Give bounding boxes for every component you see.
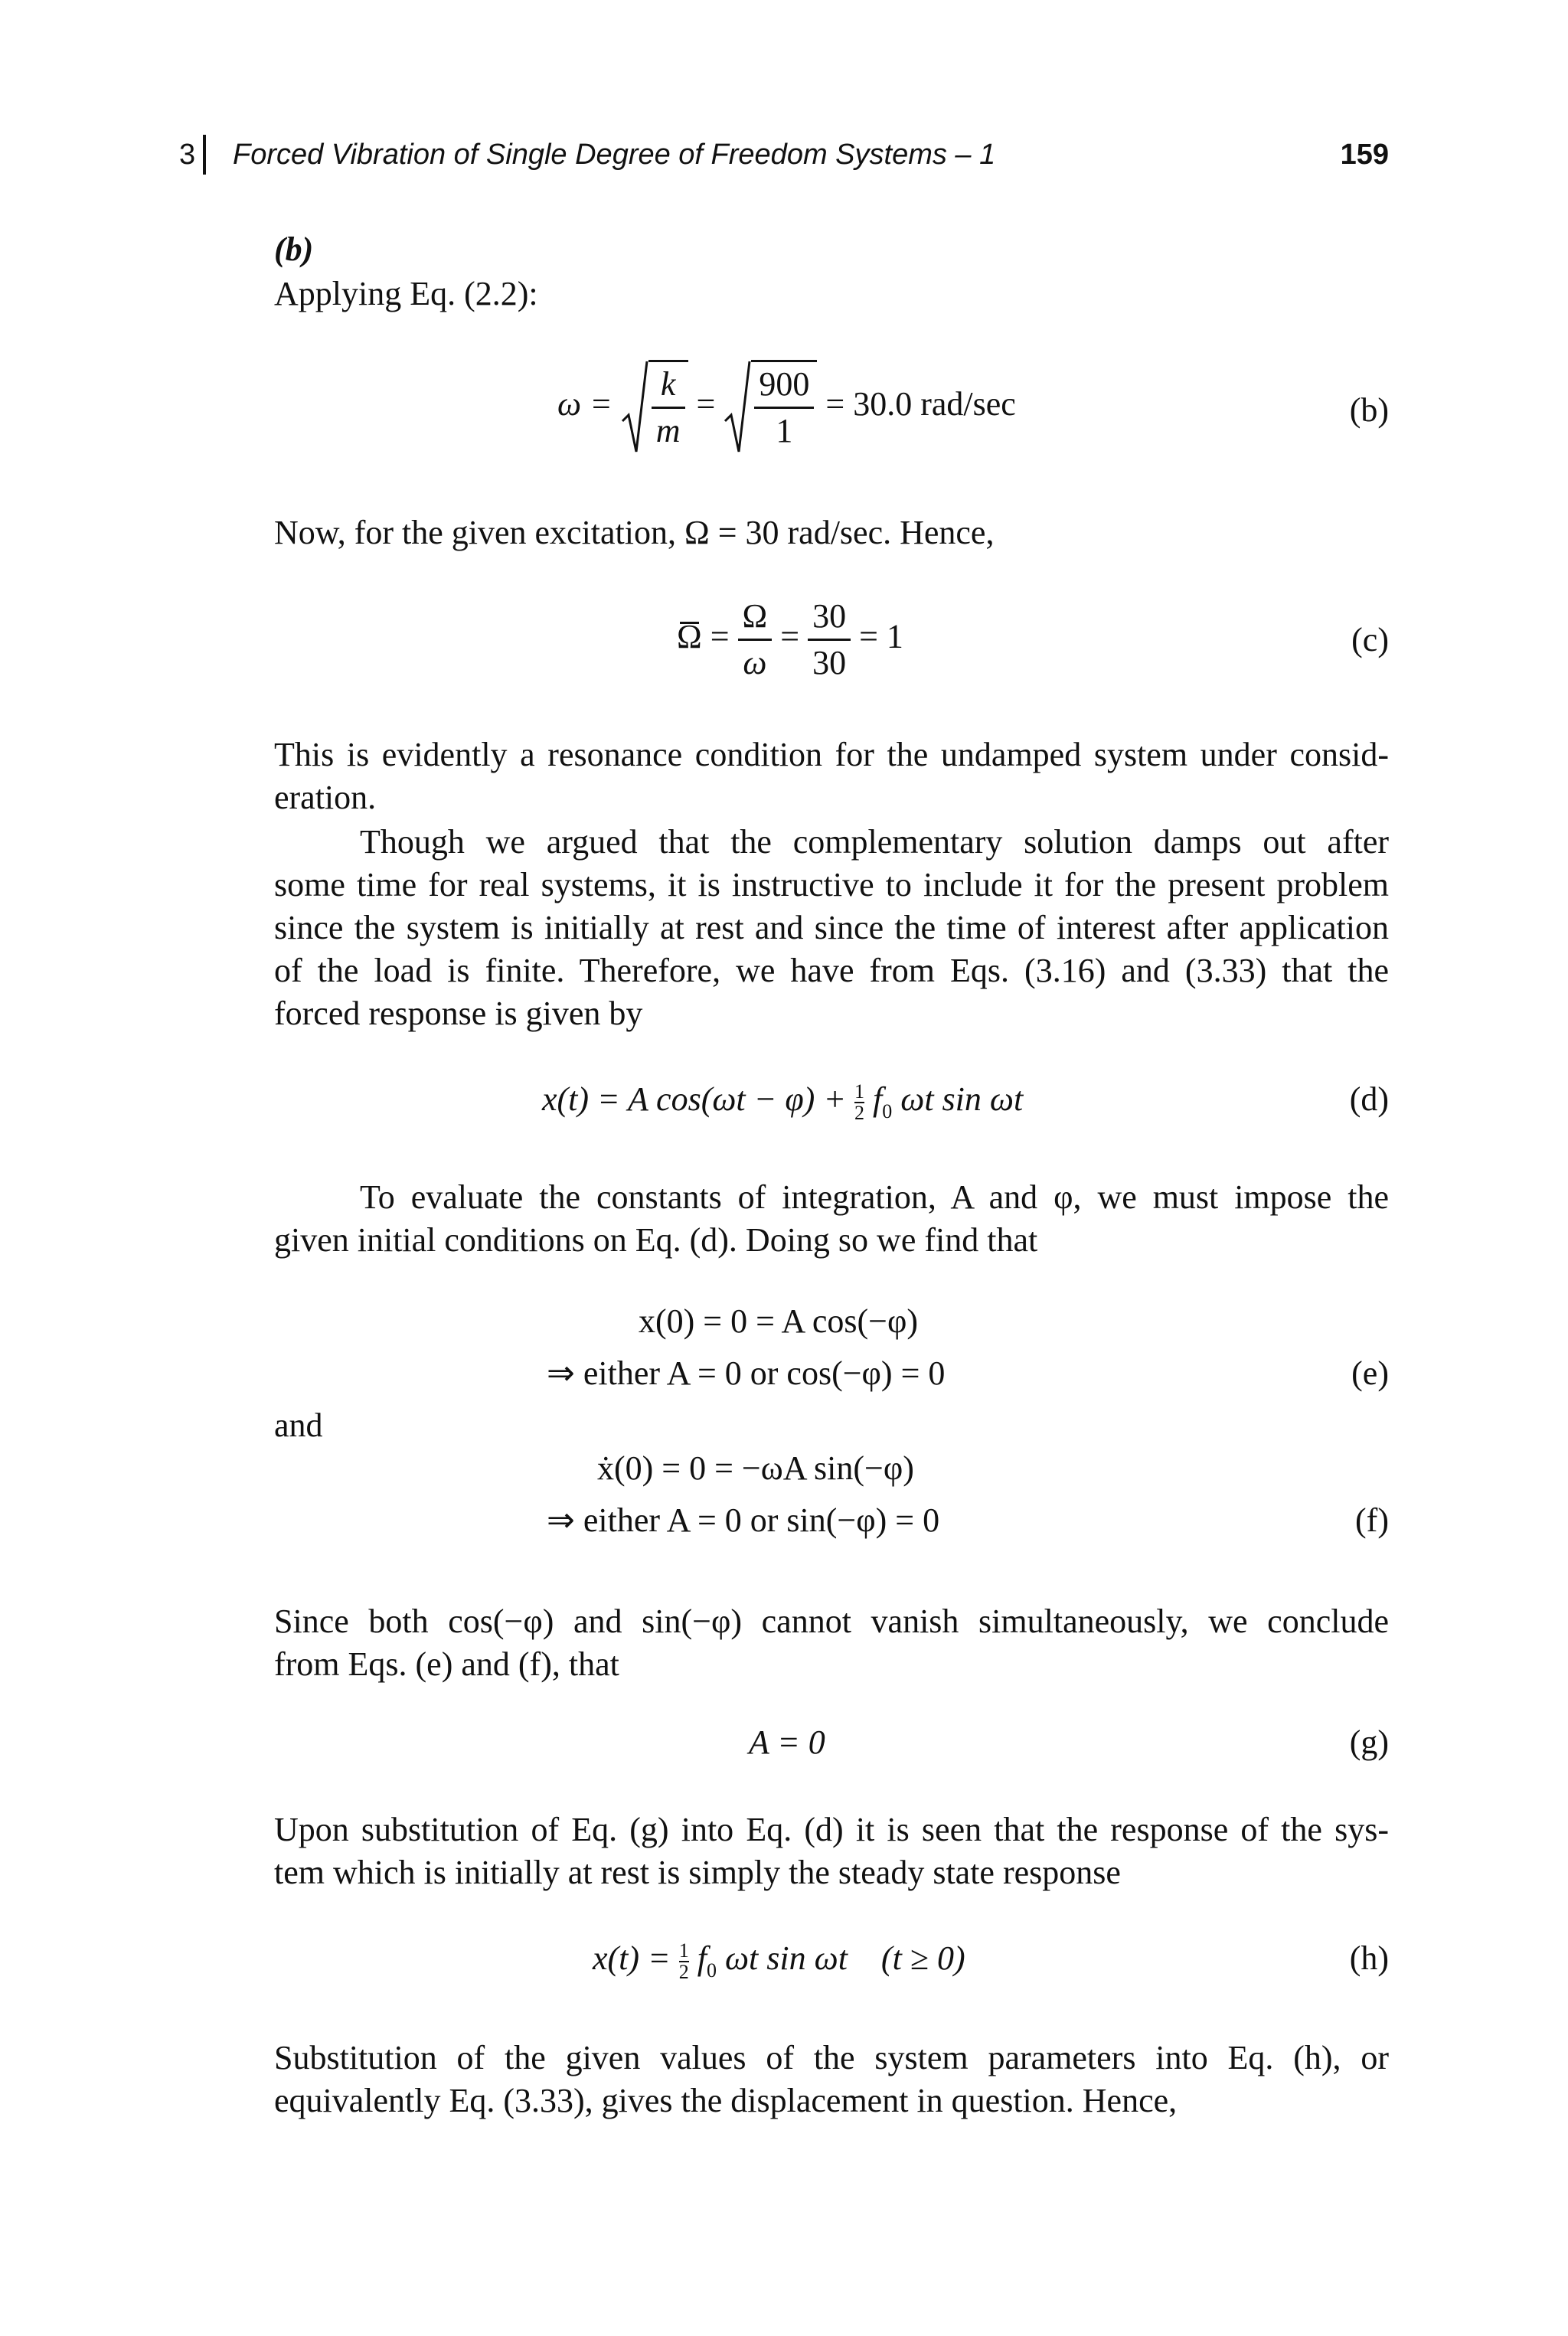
paragraph-resonance-line-1: This is evidently a resonance condition for the undamped system under consid- <box>274 736 1389 773</box>
equation-label-c: (c) <box>1351 621 1389 658</box>
paragraph-upon-line-1: Upon substitution of Eq. (g) into Eq. (d) it is seen that the response of the sys- <box>274 1811 1389 1848</box>
equation-h: x(t) = $\frac{1}{2}$ $f_0$ ωt sin ωt (t ≥ 0) <box>593 1939 965 1983</box>
intro-text: Applying Eq. (2.2): <box>274 275 538 312</box>
paragraph-though-line-2: some time for real systems, it is instructive to include it for the present problem <box>274 866 1389 903</box>
sqrt-symbol: $\frac{900}{1}$ <box>724 360 817 455</box>
running-title: Forced Vibration of Single Degree of Freedom Systems – 1 <box>233 139 996 171</box>
equation-b: ω = $\frac{k}{m}$ = $\frac{900}{1}$ = 30.0 rad/sec <box>557 360 1016 455</box>
equation-label-f: (f) <box>1355 1501 1389 1539</box>
equation-f-line-2: ⇒ either A = 0 or sin(−φ) = 0 <box>547 1501 940 1539</box>
paragraph-resonance-line-2: eration. <box>274 779 377 816</box>
equation-label-h: (h) <box>1349 1939 1389 1977</box>
paragraph-though-line-1: Though we argued that the complementary solution damps out after <box>360 823 1389 861</box>
paragraph-though-line-5: forced response is given by <box>274 995 643 1032</box>
paragraph-substitution-line-2: equivalently Eq. (3.33), gives the displacement in question. Hence, <box>274 2082 1178 2119</box>
paragraph-since-line-2: from Eqs. (e) and (f), that <box>274 1645 619 1683</box>
paragraph-upon-line-2: tem which is initially at rest is simply the steady state response <box>274 1854 1121 1891</box>
equation-label-e: (e) <box>1351 1354 1389 1392</box>
equation-f-line-1: ẋ(0) = 0 = −ωA sin(−φ) <box>597 1449 914 1487</box>
sqrt-symbol: $\frac{k}{m}$ <box>621 360 688 455</box>
paragraph-since-line-1: Since both cos(−φ) and sin(−φ) cannot vanish simultaneously, we conclude <box>274 1603 1389 1640</box>
paragraph-though-line-4: of the load is finite. Therefore, we have from Eqs. (3.16) and (3.33) that the <box>274 952 1389 989</box>
part-label: (b) <box>274 230 314 268</box>
equation-c: Ω = $\frac{\Omega}{\omega}$ = $\frac{30}{30}$ = 1 <box>677 594 903 685</box>
equation-label-g: (g) <box>1349 1723 1389 1761</box>
equation-d: x(t) = A cos(ωt − φ) + $\frac{1}{2}$ $f_0$ ωt sin ωt <box>542 1080 1024 1124</box>
equation-label-b: (b) <box>1349 391 1389 429</box>
equation-e-line-2: ⇒ either A = 0 or cos(−φ) = 0 <box>547 1354 946 1392</box>
header-divider <box>203 135 206 175</box>
chapter-number: 3 <box>179 139 196 171</box>
paragraph-excitation: Now, for the given excitation, Ω = 30 rad/sec. Hence, <box>274 514 995 551</box>
paragraph-substitution-line-1: Substitution of the given values of the system parameters into Eq. (h), or <box>274 2039 1389 2076</box>
paragraph-evaluate-line-2: given initial conditions on Eq. (d). Doing so we find that <box>274 1221 1038 1259</box>
page-number: 159 <box>1340 139 1389 171</box>
equation-e-line-1: x(0) = 0 = A cos(−φ) <box>639 1302 919 1340</box>
and-text: and <box>274 1407 323 1444</box>
paragraph-evaluate-line-1: To evaluate the constants of integration, A and φ, we must impose the <box>360 1178 1389 1216</box>
equation-label-d: (d) <box>1349 1080 1389 1118</box>
running-header <box>179 132 1389 178</box>
paragraph-though-line-3: since the system is initially at rest and since the time of interest after application <box>274 909 1389 946</box>
equation-g: A = 0 <box>749 1723 825 1761</box>
